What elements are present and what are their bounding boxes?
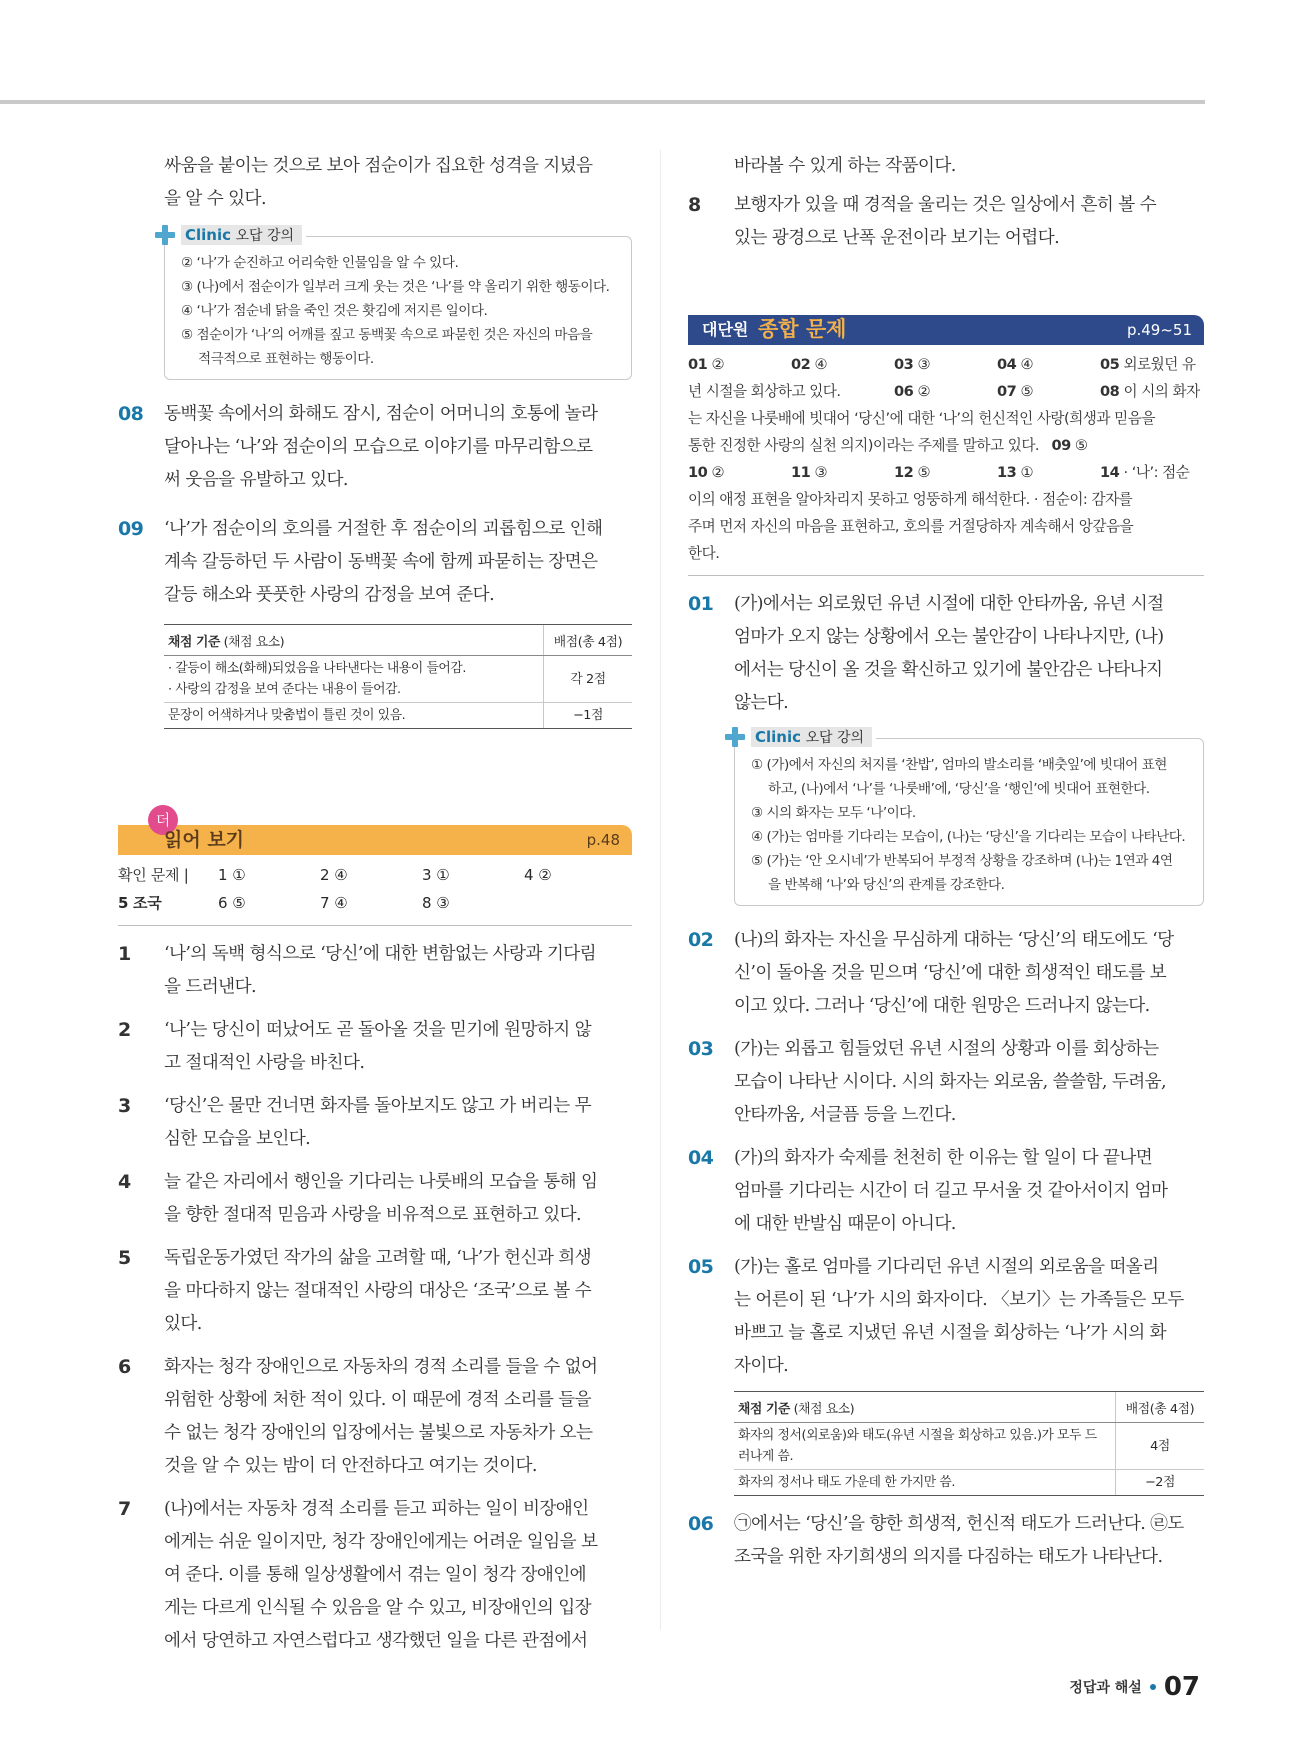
answer-cell: 02 ④ xyxy=(791,356,828,373)
clinic-title xyxy=(181,225,302,245)
clinic-line: ④ (가)는 엄마를 기다리는 모습이, (나)는 ‘당신’을 기다리는 모습이 나타난다. xyxy=(751,829,1186,845)
rubric-header-bold: 채점 기준 xyxy=(168,634,220,650)
text-line: 보행자가 있을 때 경적을 울리는 것은 일상에서 흔히 볼 수 xyxy=(734,195,1157,215)
answer-cell: 12 ⑤ xyxy=(894,464,931,481)
text-line: ‘나’의 독백 형식으로 ‘당신’에 대한 변함없는 사랑과 기다림 xyxy=(164,944,597,964)
check-cell: 6 ⑤ xyxy=(218,894,246,912)
page-number: 07 xyxy=(1163,1672,1200,1702)
item-number: 03 xyxy=(688,1038,714,1060)
text-line: 고 절대적인 사랑을 바친다. xyxy=(164,1053,365,1073)
clinic-brand: Clinic xyxy=(755,728,802,746)
text-line: 에게는 쉬운 일이지만, 청각 장애인에게는 어려운 일임을 보 xyxy=(164,1532,598,1552)
clinic-box xyxy=(734,728,1204,906)
text-line: 이고 있다. 그러나 ‘당신’에 대한 원망은 드러나지 않는다. xyxy=(734,996,1150,1016)
check-cell: 4 ② xyxy=(524,866,552,884)
text-line: 여 준다. 이를 통해 일상생활에서 겪는 일이 청각 장애인에 xyxy=(164,1565,587,1585)
text-line: 화자는 청각 장애인으로 자동차의 경적 소리를 들을 수 없어 xyxy=(164,1357,598,1377)
answer-item-08 xyxy=(118,398,632,497)
read-item-4 xyxy=(118,1166,632,1232)
answer-cell: 08 이 시의 화자 xyxy=(1100,383,1200,400)
text-line: 늘 같은 자리에서 행인을 기다리는 나룻배의 모습을 통해 임 xyxy=(164,1172,598,1192)
answer-cell: 04 ④ xyxy=(997,356,1034,373)
plus-icon xyxy=(725,727,745,747)
clinic-title xyxy=(751,727,872,747)
check-answers xyxy=(118,861,632,917)
rubric-header xyxy=(734,1392,1116,1423)
rubric-score: −2점 xyxy=(1116,1470,1205,1496)
answer-item-06 xyxy=(688,1508,1204,1574)
rubric-header-rest: (채점 요소) xyxy=(789,1401,855,1417)
text-line: (가)에서는 외로웠던 유년 시절에 대한 안타까움, 유년 시절 xyxy=(734,594,1164,614)
banner-page: p.49~51 xyxy=(1126,321,1192,339)
read-more-badge: 더 xyxy=(148,805,178,835)
text-line: 엄마를 기다리는 시간이 더 길고 무서울 것 같아서이지 엄마 xyxy=(734,1181,1168,1201)
answer-text: 주며 먼저 자신의 마음을 표현하고, 호의를 거절당하자 계속해서 앙갚음을 xyxy=(688,518,1134,535)
rubric-table-1 xyxy=(164,624,632,729)
clinic-line: ⑤ (가)는 ‘안 오시네’가 반복되어 부정적 상황을 강조하며 (나)는 1연과 4연 xyxy=(751,853,1173,869)
answer-cell: 05 외로웠던 유 xyxy=(1100,356,1196,373)
rubric-score: −1점 xyxy=(544,703,633,729)
item-number: 1 xyxy=(118,943,131,965)
answer-cell: 06 ② xyxy=(894,383,931,400)
footer-label: 정답과 해설 xyxy=(1069,1680,1142,1696)
answer-item-01 xyxy=(688,588,1204,720)
text-line: ‘나’는 당신이 떠났어도 곧 돌아올 것을 믿기에 원망하지 않 xyxy=(164,1020,592,1040)
text-line: ㉠에서는 ‘당신’을 향한 희생적, 헌신적 태도가 드러난다. ㉣도 xyxy=(734,1514,1184,1534)
text-line: 수 없는 청각 장애인의 입장에서는 불빛으로 자동차가 오는 xyxy=(164,1423,593,1443)
text-line: 싸움을 붙이는 것으로 보아 점순이가 집요한 성격을 지녔음 xyxy=(164,156,593,176)
clinic-line: ③ 시의 화자는 모두 ‘나’이다. xyxy=(751,805,916,821)
column-separator xyxy=(660,150,661,1630)
rubric-criteria xyxy=(164,656,544,703)
clinic-label: 오답 강의 xyxy=(805,730,865,746)
clinic-line: 을 반복해 ‘나’와 당신’의 관계를 강조한다. xyxy=(768,877,1005,893)
text-line: ‘나’가 점순이의 호의를 거절한 후 점순이의 괴롭힘으로 인해 xyxy=(164,519,603,539)
clinic-brand: Clinic xyxy=(185,226,232,244)
answer-text: 년 시절을 회상하고 있다. xyxy=(688,383,841,400)
text-line: 에서 당연하고 자연스럽다고 생각했던 일을 다른 관점에서 xyxy=(164,1631,588,1651)
item-number: 08 xyxy=(118,403,144,425)
answer-item-05 xyxy=(688,1251,1204,1383)
text-line: 동백꽃 속에서의 화해도 잠시, 점순이 어머니의 호통에 놀라 xyxy=(164,404,598,424)
read-item-5 xyxy=(118,1242,632,1341)
banner-title: 종합 문제 xyxy=(758,316,847,341)
answer-key xyxy=(688,351,1204,567)
read-more-section xyxy=(118,811,632,926)
rubric-header xyxy=(164,625,544,656)
rubric-criteria: 화자의 정서나 태도 가운데 한 가지만 씀. xyxy=(734,1470,1116,1496)
clinic-tag xyxy=(155,225,306,245)
answer-row xyxy=(688,459,1204,486)
clinic-line: ② ‘나’가 순진하고 어리숙한 인물임을 알 수 있다. xyxy=(181,255,459,271)
clinic-label: 오답 강의 xyxy=(235,228,295,244)
bullet-icon xyxy=(1150,1684,1156,1690)
item-number: 09 xyxy=(118,518,144,540)
text-line: 심한 모습을 보인다. xyxy=(164,1129,311,1149)
read-more-items xyxy=(118,938,632,1658)
answer-cell: 07 ⑤ xyxy=(997,383,1034,400)
rubric-score: 4점 xyxy=(1116,1423,1205,1470)
text-line: 안타까움, 서글픔 등을 느낀다. xyxy=(734,1105,956,1125)
text-line: 에서는 당신이 올 것을 확신하고 있기에 불안감은 나타나지 xyxy=(734,660,1163,680)
text-line: 을 드러낸다. xyxy=(164,977,256,997)
read-more-title: 읽어 보기 xyxy=(164,829,245,851)
item-number: 7 xyxy=(118,1498,131,1520)
text-line: 엄마가 오지 않는 상황에서 오는 불안감이 나타나지만, (나) xyxy=(734,627,1164,647)
item-number: 01 xyxy=(688,593,714,615)
answer-item-03 xyxy=(688,1033,1204,1132)
item-number: 4 xyxy=(118,1171,131,1193)
check-cell: 2 ④ xyxy=(320,866,348,884)
clinic-box-wrapper xyxy=(734,728,1204,906)
answer-text: 통한 진정한 사랑의 실천 의지)이라는 주제를 말하고 있다. 09 ⑤ xyxy=(688,437,1088,454)
rubric-criteria: 문장이 어색하거나 맞춤법이 틀린 것이 있음. xyxy=(164,703,544,729)
rubric-score-header: 배점(총 4점) xyxy=(544,625,633,656)
check-label: 확인 문제 | xyxy=(118,866,189,884)
read-item-6 xyxy=(118,1351,632,1483)
read-item-7 xyxy=(118,1493,632,1658)
text-line: 바라볼 수 있게 하는 작품이다. xyxy=(734,156,956,176)
answer-cell: 10 ② xyxy=(688,464,725,481)
divider xyxy=(118,925,632,926)
check-cell: 5 조국 xyxy=(118,894,162,912)
text-line: 을 마다하지 않는 절대적인 사랑의 대상은 ‘조국’으로 볼 수 xyxy=(164,1281,592,1301)
banner-prefix: 대단원 xyxy=(702,320,749,339)
answer-cell: 03 ③ xyxy=(894,356,931,373)
text-line: 바쁘고 늘 홀로 지냈던 유년 시절을 회상하는 ‘나’가 시의 화 xyxy=(734,1323,1167,1343)
clinic-line: ④ ‘나’가 점순네 닭을 죽인 것은 홧김에 저지른 일이다. xyxy=(181,303,488,319)
clinic-tag xyxy=(725,727,876,747)
text-line: 조국을 위한 자기희생의 의지를 다짐하는 태도가 나타난다. xyxy=(734,1547,1163,1567)
item-number: 05 xyxy=(688,1256,714,1278)
answer-item-02 xyxy=(688,924,1204,1023)
unit-review-banner xyxy=(688,315,1204,345)
text-line: (가)는 외롭고 힘들었던 유년 시절의 상황과 이를 회상하는 xyxy=(734,1039,1159,1059)
rubric-criteria xyxy=(734,1423,1116,1470)
text-line: 는 어른이 된 ‘나’가 시의 화자이다. 〈보기〉는 가족들은 모두 xyxy=(734,1290,1184,1310)
answer-text: 한다. xyxy=(688,545,720,562)
clinic-box-wrapper xyxy=(164,226,632,380)
text-line: 자이다. xyxy=(734,1356,789,1376)
item-number: 6 xyxy=(118,1356,131,1378)
answer-row xyxy=(688,351,1204,378)
rubric-header-rest: (채점 요소) xyxy=(219,634,285,650)
text-line: 모습이 나타난 시이다. 시의 화자는 외로움, 쓸쓸함, 두려움, xyxy=(734,1072,1167,1092)
rubric-header-bold: 채점 기준 xyxy=(738,1401,790,1417)
text-line: 에 대한 반발심 때문이 아니다. xyxy=(734,1214,956,1234)
text-line: 있는 광경으로 난폭 운전이라 보기는 어렵다. xyxy=(734,228,1060,248)
check-cell: 7 ④ xyxy=(320,894,348,912)
left-column xyxy=(118,150,632,1658)
rubric-score-header: 배점(총 4점) xyxy=(1116,1392,1205,1423)
text-line: ‘당신’은 물만 건너면 화자를 돌아보지도 않고 가 버리는 무 xyxy=(164,1096,592,1116)
continued-paragraph xyxy=(688,150,1204,183)
answer-text: 이의 애정 표현을 알아차리지 못하고 엉뚱하게 해석한다. · 점순이: 감자를 xyxy=(688,491,1133,508)
text-line: 계속 갈등하던 두 사람이 동백꽃 속에 함께 파묻히는 장면은 xyxy=(164,552,598,572)
rubric-line: · 사랑의 감정을 보여 준다는 내용이 들어감. xyxy=(168,682,401,697)
text-line: (나)에서는 자동차 경적 소리를 듣고 피하는 일이 비장애인 xyxy=(164,1499,589,1519)
rubric-line: 화자의 정서(외로움)와 태도(유년 시절을 회상하고 있음.)가 모두 드 xyxy=(738,1428,1097,1443)
answer-text: 는 자신을 나룻배에 빗대어 ‘당신’에 대한 ‘나’의 헌신적인 사랑(희생과 믿음을 xyxy=(688,410,1155,427)
rubric-score: 각 2점 xyxy=(544,656,633,703)
text-line: 있다. xyxy=(164,1314,202,1334)
banner-page: p.48 xyxy=(586,831,620,849)
clinic-line: 하고, (나)에서 ‘나’를 ‘나룻배’에, ‘당신’을 ‘행인’에 빗대어 표현한다. xyxy=(768,781,1150,797)
text-line: 써 웃음을 유발하고 있다. xyxy=(164,470,348,490)
check-cell: 1 ① xyxy=(218,866,246,884)
clinic-box xyxy=(164,226,632,380)
rubric-line: · 갈등이 해소(화해)되었음을 나타낸다는 내용이 들어감. xyxy=(168,661,467,676)
answer-cell: 11 ③ xyxy=(791,464,828,481)
text-line: 않는다. xyxy=(734,693,789,713)
clinic-line: 적극적으로 표현하는 행동이다. xyxy=(198,351,374,367)
read-more-banner xyxy=(118,811,632,855)
answer-item-04 xyxy=(688,1142,1204,1241)
right-column xyxy=(688,150,1204,1574)
read-item-8 xyxy=(688,189,1204,255)
top-rule xyxy=(0,100,1205,104)
text-line: 을 향한 절대적 믿음과 사랑을 비유적으로 표현하고 있다. xyxy=(164,1205,582,1225)
text-line: 위험한 상황에 처한 적이 있다. 이 때문에 경적 소리를 들을 xyxy=(164,1390,592,1410)
text-line: 을 알 수 있다. xyxy=(164,189,266,209)
text-line: 달아나는 ‘나’와 점순이의 모습으로 이야기를 마무리함으로 xyxy=(164,437,593,457)
item-number: 02 xyxy=(688,929,714,951)
answer-cell: 14 · ‘나’: 점순 xyxy=(1100,464,1190,481)
text-line: (가)는 홀로 엄마를 기다리던 유년 시절의 외로움을 떠올리 xyxy=(734,1257,1159,1277)
rubric-line: 러나게 씀. xyxy=(738,1449,794,1464)
clinic-line: ③ (나)에서 점순이가 일부러 크게 웃는 것은 ‘나’를 약 올리기 위한 행동이다. xyxy=(181,279,610,295)
item-number: 8 xyxy=(688,194,701,216)
text-line: (나)의 화자는 자신을 무심하게 대하는 ‘당신’의 태도에도 ‘당 xyxy=(734,930,1174,950)
answer-row xyxy=(688,378,1204,405)
item-number: 04 xyxy=(688,1147,714,1169)
text-line: 신’이 돌아올 것을 믿으며 ‘당신’에 대한 희생적인 태도를 보 xyxy=(734,963,1167,983)
text-line: 것을 알 수 있는 밤이 더 안전하다고 여기는 것이다. xyxy=(164,1456,537,1476)
text-line: 독립운동가였던 작가의 삶을 고려할 때, ‘나’가 헌신과 희생 xyxy=(164,1248,592,1268)
check-cell: 3 ① xyxy=(422,866,450,884)
answer-item-09 xyxy=(118,513,632,612)
read-item-2 xyxy=(118,1014,632,1080)
read-item-1 xyxy=(118,938,632,1004)
intro-paragraph xyxy=(118,150,632,216)
item-number: 2 xyxy=(118,1019,131,1041)
item-number: 5 xyxy=(118,1247,131,1269)
clinic-line: ⑤ 점순이가 ‘나’의 어깨를 짚고 동백꽃 속으로 파묻힌 것은 자신의 마음을 xyxy=(181,327,593,343)
check-cell: 8 ③ xyxy=(422,894,450,912)
unit-review-section xyxy=(688,315,1204,576)
divider xyxy=(688,575,1204,576)
page-footer xyxy=(1069,1672,1200,1702)
answer-cell: 01 ② xyxy=(688,356,725,373)
plus-icon xyxy=(155,225,175,245)
item-number: 06 xyxy=(688,1513,714,1535)
answer-cell: 13 ① xyxy=(997,464,1034,481)
text-line: (가)의 화자가 숙제를 천천히 한 이유는 할 일이 다 끝나면 xyxy=(734,1148,1153,1168)
clinic-line: ① (가)에서 자신의 처지를 ‘찬밥’, 엄마의 발소리를 ‘배춧잎’에 빗대어 표현 xyxy=(751,757,1167,773)
text-line: 갈등 해소와 풋풋한 사랑의 감정을 보여 준다. xyxy=(164,585,495,605)
item-number: 3 xyxy=(118,1095,131,1117)
text-line: 게는 다르게 인식될 수 있음을 알 수 있고, 비장애인의 입장 xyxy=(164,1598,592,1618)
read-item-3 xyxy=(118,1090,632,1156)
rubric-table-2 xyxy=(734,1391,1204,1496)
